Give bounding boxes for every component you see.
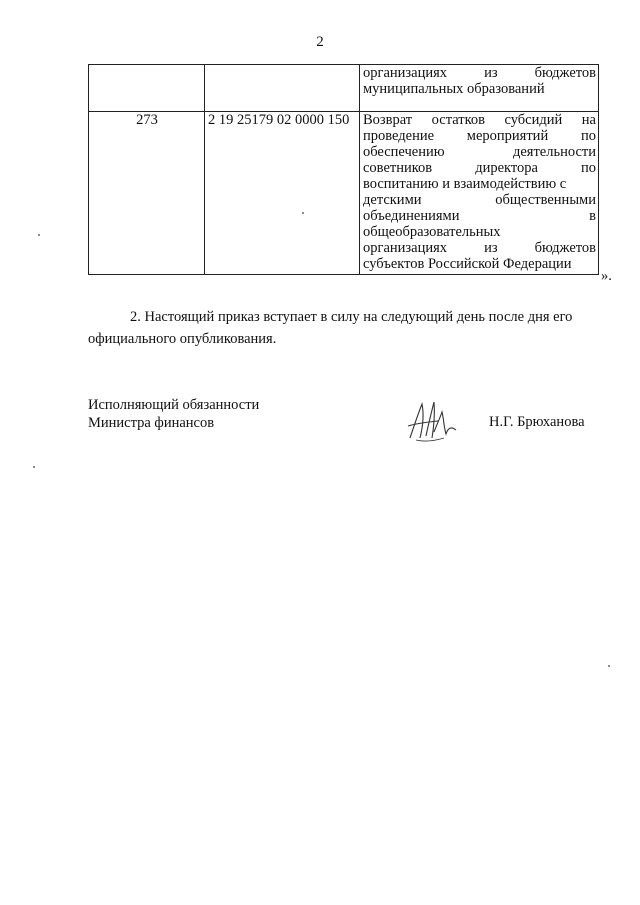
paragraph-line: официального опубликования.	[88, 331, 277, 347]
scan-speck	[608, 665, 610, 667]
signer-name: Н.Г. Брюханова	[489, 414, 585, 430]
row-number-cell	[89, 65, 205, 112]
description-word: по	[580, 160, 596, 176]
handwritten-signature	[404, 396, 464, 446]
description-line	[363, 192, 596, 208]
description-word: общественными	[495, 192, 596, 208]
budget-codes-table	[88, 64, 599, 275]
description-word: детскими	[363, 192, 422, 208]
description-word: мероприятий	[466, 128, 549, 144]
budget-code-cell: 2 19 25179 02 0000 150	[205, 112, 360, 275]
description-line	[363, 65, 596, 81]
description-word: проведение	[363, 128, 435, 144]
description-word: бюджетов	[534, 65, 596, 81]
description-word: в	[589, 208, 596, 224]
description-word: остатков	[431, 112, 486, 128]
description-word: Возврат	[363, 112, 413, 128]
description-word: обеспечению	[363, 144, 445, 160]
scan-speck	[38, 234, 40, 236]
description-word: на	[581, 112, 596, 128]
description-word: директора	[475, 160, 538, 176]
description-word: советников	[363, 160, 433, 176]
row-number-cell: 273	[89, 112, 205, 275]
table-row	[89, 65, 599, 112]
description-word: субсидий	[504, 112, 563, 128]
page-number: 2	[316, 34, 324, 50]
description-cell	[360, 65, 599, 112]
description-line	[363, 208, 596, 224]
description-word: организациях	[363, 65, 448, 81]
position-line: Министра финансов	[88, 415, 215, 431]
description-cell	[360, 112, 599, 275]
description-line	[363, 240, 596, 256]
description-line	[363, 128, 596, 144]
description-word: из	[484, 65, 498, 81]
table-row	[89, 112, 599, 275]
description-line: общеобразовательных	[363, 224, 501, 240]
description-line: воспитанию и взаимодействию с	[363, 176, 567, 192]
description-line: муниципальных образований	[363, 81, 545, 97]
description-word: из	[484, 240, 498, 256]
scan-speck	[33, 466, 35, 468]
description-line: субъектов Российской Федерации	[363, 256, 572, 272]
description-word: деятельности	[512, 144, 596, 160]
scan-speck	[302, 212, 304, 214]
signer-position	[88, 396, 259, 432]
paragraph-line: 2. Настоящий приказ вступает в силу на следующий день после дня его	[130, 309, 573, 325]
description-line	[363, 160, 596, 176]
closing-quote: ».	[601, 268, 612, 284]
description-line	[363, 112, 596, 128]
description-word: организациях	[363, 240, 448, 256]
description-word: бюджетов	[534, 240, 596, 256]
effective-date-paragraph	[88, 306, 600, 350]
budget-code-cell	[205, 65, 360, 112]
description-line	[363, 144, 596, 160]
position-line: Исполняющий обязанности	[88, 397, 260, 413]
description-word: по	[580, 128, 596, 144]
description-word: объединениями	[363, 208, 460, 224]
